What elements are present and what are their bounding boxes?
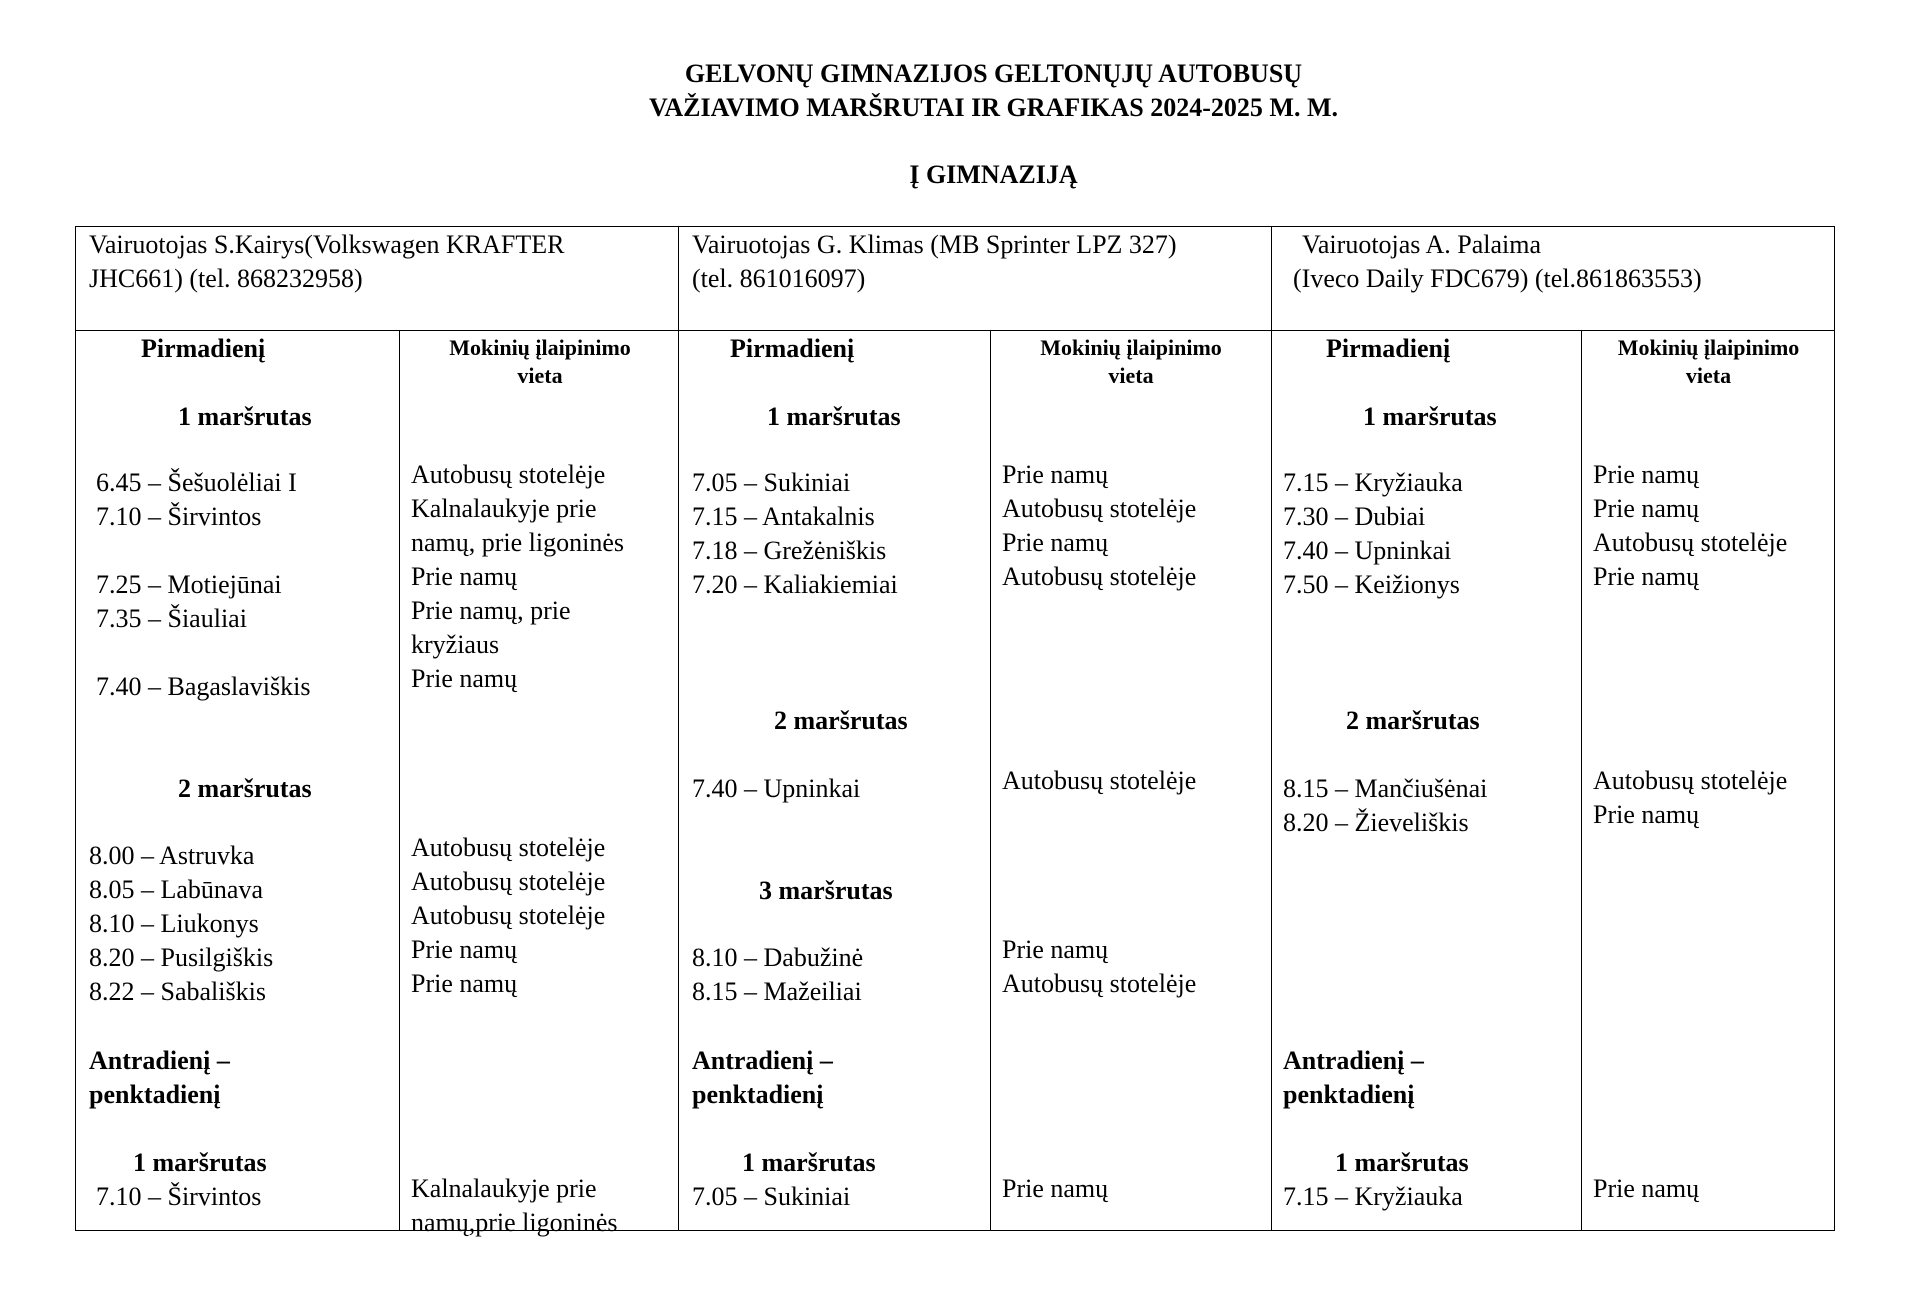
driver-2-mon-route-3-places <box>1002 933 1196 1001</box>
driver-1-mon-route-1-places <box>411 458 624 696</box>
list-item: 7.40 – Upninkai <box>692 774 861 803</box>
driver-2-mon-route-2-label: 2 maršrutas <box>774 706 908 735</box>
list-item: 7.30 – Dubiai <box>1283 502 1426 531</box>
title-line-2: VAŽIAVIMO MARŠRUTAI IR GRAFIKAS 2024-2025 M. M. <box>648 93 1339 122</box>
driver-3-tue-fri-header: Antradienį – penktadienį <box>1283 1046 1424 1109</box>
list-item: Prie namų <box>1593 1174 1700 1203</box>
list-item: Prie namų <box>1593 800 1700 829</box>
list-item: Prie namų <box>411 935 518 964</box>
column-divider <box>1271 226 1272 1231</box>
driver-2-info <box>692 228 1267 296</box>
driver-3-monday-header: Pirmadienį <box>1326 334 1451 363</box>
list-item: 8.15 – Mažeiliai <box>692 977 862 1006</box>
driver-2-mon-route-1-stops <box>692 466 898 602</box>
driver-3-mon-route-2-stops <box>1283 772 1487 840</box>
list-item: 7.40 – Bagaslaviškis <box>96 672 311 701</box>
list-item: Kalnalaukyje prie <box>411 494 597 523</box>
list-item: Prie namų <box>1593 494 1700 523</box>
list-item: Autobusų stotelėje <box>1002 494 1197 523</box>
list-item: Autobusų stotelėje <box>411 833 606 862</box>
list-item: 8.05 – Labūnava <box>89 875 264 904</box>
list-item: 8.15 – Mančiušėnai <box>1283 774 1488 803</box>
list-item: 7.15 – Antakalnis <box>692 502 875 531</box>
list-item: Autobusų stotelėje <box>1593 766 1788 795</box>
driver-3-tf-route-1-label: 1 maršrutas <box>1335 1148 1469 1177</box>
list-item: 7.18 – Grežėniškis <box>692 536 887 565</box>
driver-1-line-1: Vairuotojas S.Kairys(Volkswagen KRAFTER <box>89 230 565 259</box>
driver-3-line-1: Vairuotojas A. Palaima <box>1302 230 1542 259</box>
driver-2-mon-route-1-label: 1 maršrutas <box>767 402 901 431</box>
row-divider <box>75 330 1835 331</box>
list-item: 8.00 – Astruvka <box>89 841 255 870</box>
column-divider <box>1581 330 1582 1231</box>
driver-2-place-header: Mokinių įlaipinimo vieta <box>1040 335 1222 388</box>
driver-2-mon-route-1-places <box>1002 458 1196 594</box>
list-item: kryžiaus <box>411 630 500 659</box>
list-item: Autobusų stotelėje <box>1002 562 1197 591</box>
list-item: 7.15 – Kryžiauka <box>1283 468 1463 497</box>
title-line-1: GELVONŲ GIMNAZIJOS GELTONŲJŲ AUTOBUSŲ <box>684 59 1303 88</box>
list-item: 8.20 – Pusilgiškis <box>89 943 274 972</box>
list-item: Prie namų <box>1002 460 1109 489</box>
driver-1-mon-route-2-places <box>411 831 605 1001</box>
list-item: Autobusų stotelėje <box>1002 766 1197 795</box>
list-item: Autobusų stotelėje <box>411 460 606 489</box>
column-divider <box>990 330 991 1231</box>
list-item: Prie namų <box>1593 562 1700 591</box>
list-item: Prie namų, prie <box>411 596 571 625</box>
driver-3-info <box>1293 228 1832 296</box>
driver-3-mon-route-1-stops <box>1283 466 1463 602</box>
driver-3-mon-route-1-label: 1 maršrutas <box>1363 402 1497 431</box>
driver-1-place-header: Mokinių įlaipinimo vieta <box>449 335 631 388</box>
column-divider <box>678 226 679 1231</box>
driver-3-place-header: Mokinių įlaipinimo vieta <box>1617 335 1800 388</box>
list-item: 7.05 – Sukiniai <box>692 468 851 497</box>
driver-3-mon-route-2-label: 2 maršrutas <box>1346 706 1480 735</box>
list-item: 7.35 – Šiauliai <box>96 604 247 633</box>
driver-1-tf-route-1-label: 1 maršrutas <box>133 1148 267 1177</box>
driver-2-line-1: Vairuotojas G. Klimas (MB Sprinter LPZ 327) <box>692 230 1177 259</box>
driver-2-mon-route-3-label: 3 maršrutas <box>759 876 893 905</box>
driver-2-line-2: (tel. 861016097) <box>692 264 866 293</box>
driver-1-mon-route-2-label: 2 maršrutas <box>178 774 312 803</box>
driver-2-tf-route-1-label: 1 maršrutas <box>742 1148 876 1177</box>
driver-1-info <box>89 228 669 296</box>
list-item: Prie namų <box>1002 528 1109 557</box>
list-item: Prie namų <box>1002 935 1109 964</box>
list-item: Prie namų <box>1593 460 1700 489</box>
list-item: namų,prie ligoninės <box>411 1208 618 1237</box>
driver-1-tue-fri-header: Antradienį – penktadienį <box>89 1046 230 1109</box>
list-item: Prie namų <box>411 562 518 591</box>
list-item: Autobusų stotelėje <box>1593 528 1788 557</box>
list-item: 7.05 – Sukiniai <box>692 1182 851 1211</box>
driver-1-mon-route-1-label: 1 maršrutas <box>178 402 312 431</box>
list-item: 7.50 – Keižionys <box>1283 570 1460 599</box>
driver-2-tue-fri-header: Antradienį – penktadienį <box>692 1046 833 1109</box>
list-item: 6.45 – Šešuolėliai I <box>96 468 297 497</box>
list-item: 7.40 – Upninkai <box>1283 536 1452 565</box>
list-item: 7.10 – Širvintos <box>96 502 262 531</box>
list-item: Autobusų stotelėje <box>1002 969 1197 998</box>
driver-3-mon-route-2-places <box>1593 764 1787 832</box>
list-item: 8.10 – Liukonys <box>89 909 259 938</box>
list-item: 7.25 – Motiejūnai <box>96 570 282 599</box>
list-item: Prie namų <box>411 969 518 998</box>
schedule-table <box>75 226 1835 1231</box>
driver-2-mon-route-3-stops <box>692 941 863 1009</box>
list-item: 7.15 – Kryžiauka <box>1283 1182 1463 1211</box>
list-item: Prie namų <box>411 664 518 693</box>
list-item: 7.10 – Širvintos <box>96 1182 262 1211</box>
column-divider <box>399 330 400 1231</box>
driver-3-mon-route-1-places <box>1593 458 1787 594</box>
list-item: 8.20 – Žieveliškis <box>1283 808 1469 837</box>
driver-2-monday-header: Pirmadienį <box>730 334 855 363</box>
list-item: namų, prie ligoninės <box>411 528 625 557</box>
list-item: 8.10 – Dabužinė <box>692 943 864 972</box>
driver-1-line-2: JHC661) (tel. 868232958) <box>89 264 363 293</box>
list-item: Autobusų stotelėje <box>411 901 606 930</box>
list-item: Kalnalaukyje prie <box>411 1174 597 1203</box>
list-item: Prie namų <box>1002 1174 1109 1203</box>
section-subtitle: Į GIMNAZIJĄ <box>909 160 1078 189</box>
driver-1-monday-header: Pirmadienį <box>141 334 266 363</box>
driver-3-line-2: (Iveco Daily FDC679) (tel.861863553) <box>1293 264 1702 293</box>
driver-1-mon-route-2-stops <box>89 839 273 1009</box>
driver-1-tf-route-1-places <box>411 1172 618 1240</box>
list-item: 8.22 – Sabališkis <box>89 977 266 1006</box>
list-item: Autobusų stotelėje <box>411 867 606 896</box>
list-item: 7.20 – Kaliakiemiai <box>692 570 898 599</box>
